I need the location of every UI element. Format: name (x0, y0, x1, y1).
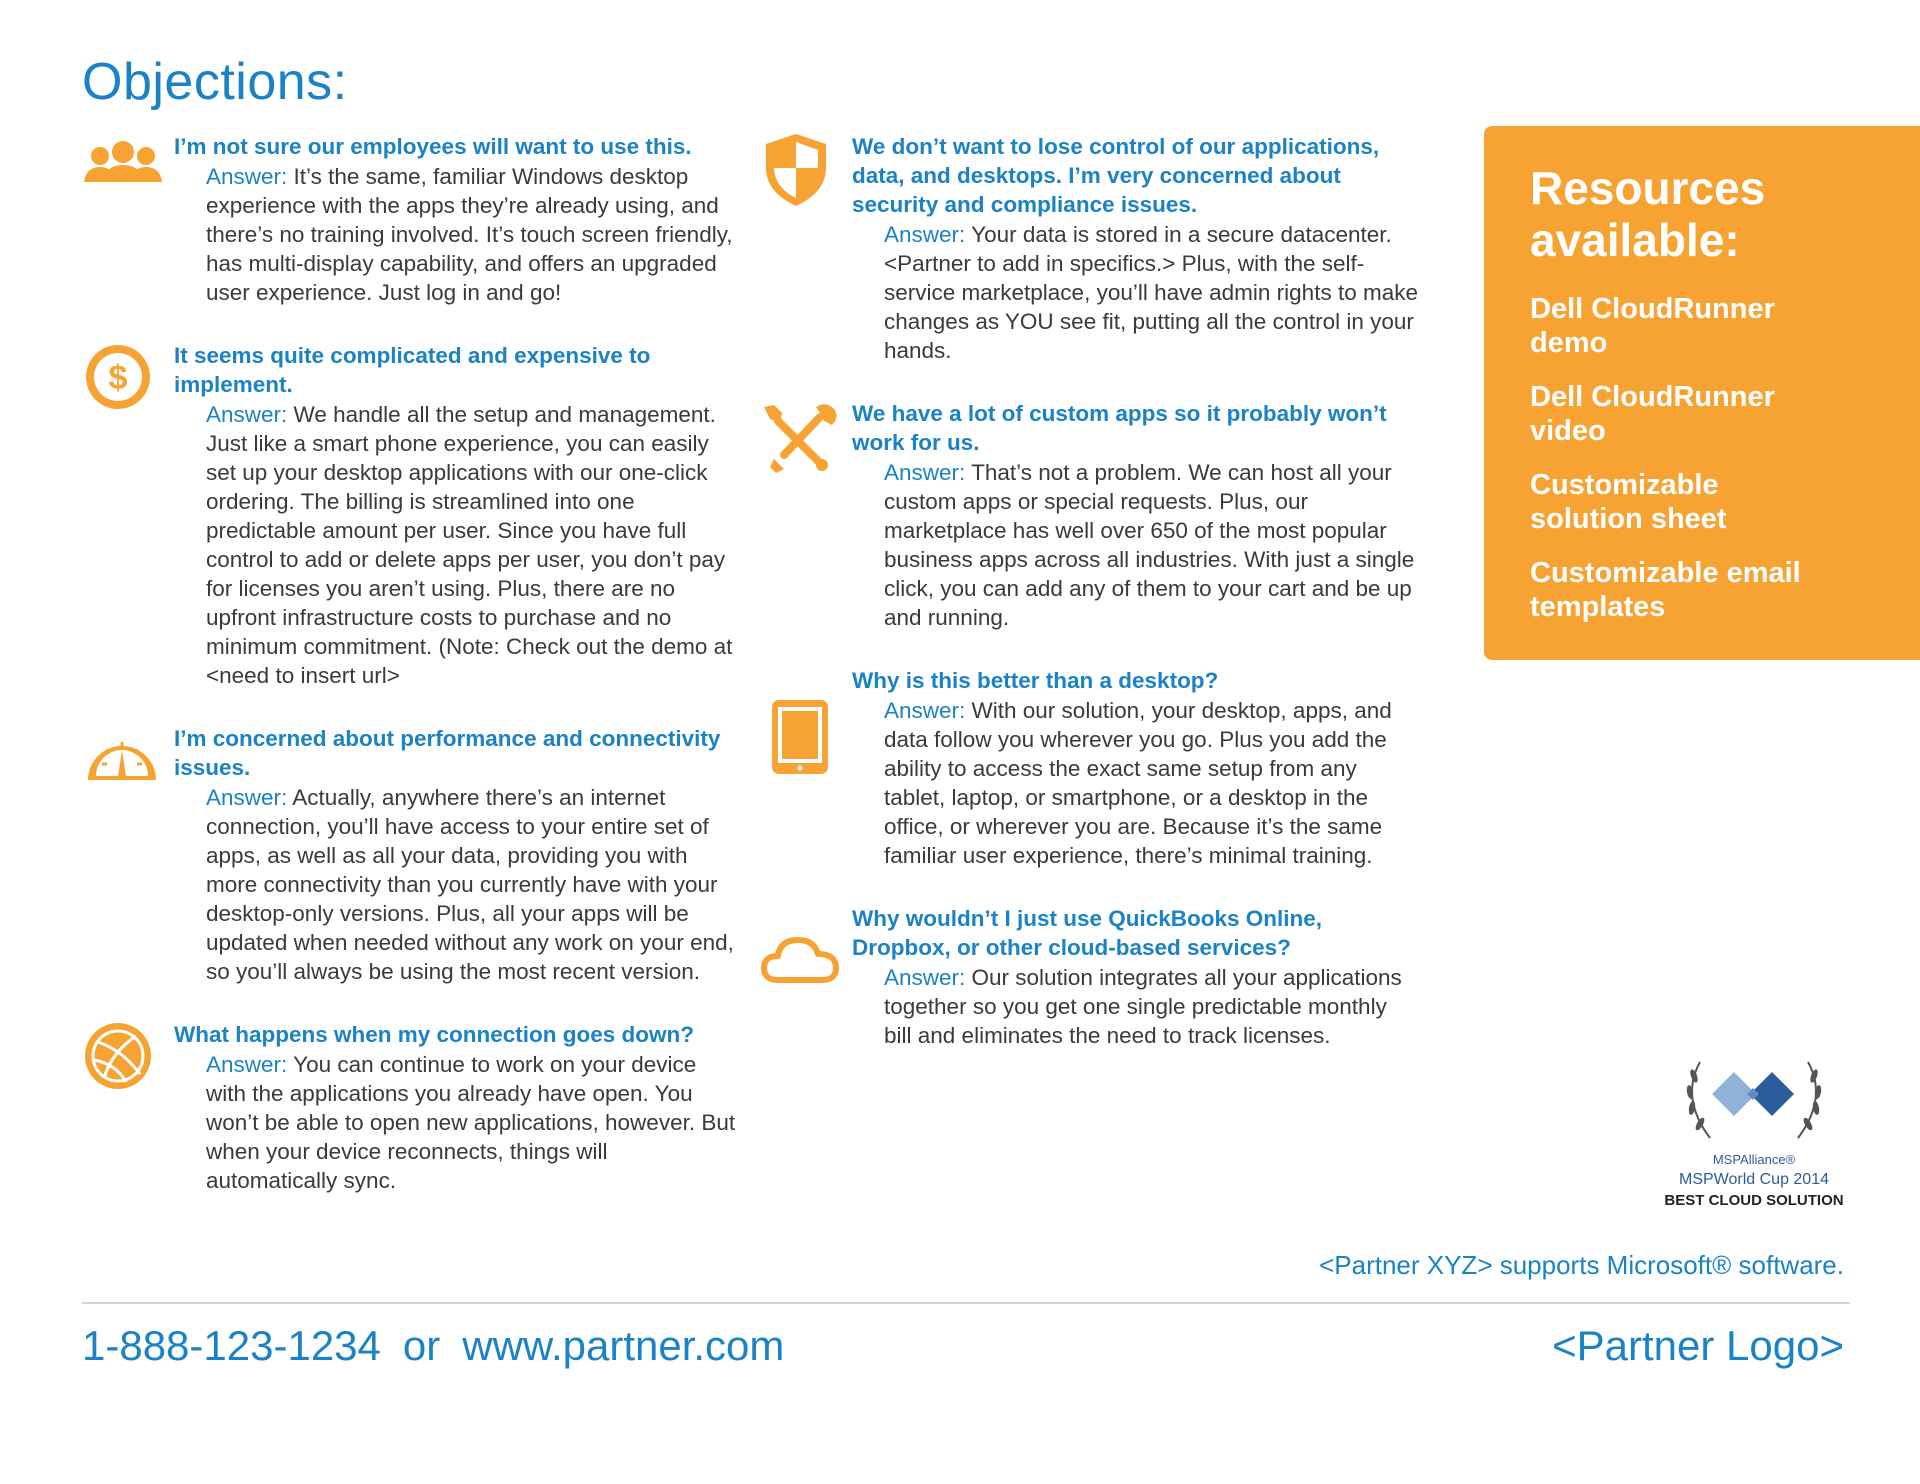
globe-icon (82, 1020, 164, 1102)
footer-divider (82, 1302, 1850, 1304)
objection-item (760, 399, 1420, 632)
objection-answer (852, 963, 1420, 1050)
objection-item (760, 666, 1420, 870)
answer-label: Answer: (884, 965, 972, 990)
svg-text:$: $ (108, 359, 128, 397)
cloud-icon (760, 922, 842, 1004)
objection-item (82, 341, 742, 690)
dollar-icon (82, 341, 164, 423)
people-icon (82, 132, 164, 214)
or-separator: or (402, 1322, 441, 1369)
objection-answer (852, 696, 1420, 870)
resources-panel (1484, 126, 1920, 660)
objection-question: It seems quite complicated and expensive to implement. (174, 343, 651, 397)
objection-item (82, 1020, 742, 1195)
partner-logo-placeholder: <Partner Logo> (1552, 1322, 1844, 1369)
objection-answer (852, 220, 1420, 365)
objection-question: We don’t want to lose control of our applications, data, and desktops. I’m very concerned about security and compliance issues. (852, 134, 1380, 217)
shield-icon (760, 132, 842, 214)
speedometer-icon (82, 724, 164, 806)
resources-heading: Resources available: (1530, 162, 1766, 266)
answer-text: With our solution, your desktop, apps, and data follow you wherever you go. Plus you add the ability to access the exact same setup from any tablet, laptop, or smartphone, or a desktop in the office, or wherever you are. Because it’s the same familiar user experience, there’s minimal training. (884, 698, 1392, 868)
objection-answer (174, 400, 742, 690)
website-link[interactable]: www.partner.com (462, 1322, 785, 1369)
objection-question: What happens when my connection goes down? (174, 1022, 695, 1047)
footer-contact (82, 1322, 784, 1370)
objection-item (760, 904, 1420, 1050)
microsoft-support-note: <Partner XYZ> supports Microsoft® software. (1319, 1250, 1844, 1280)
answer-label: Answer: (206, 1052, 294, 1077)
resource-link-email-templates[interactable]: Customizable email templates (1530, 557, 1801, 623)
phone-number: 1-888-123-1234 (82, 1322, 381, 1369)
objection-answer (852, 458, 1420, 632)
answer-label: Answer: (206, 164, 294, 189)
answer-text: That’s not a problem. We can host all your custom apps or special requests. Plus, our marketplace has well over 650 of the most popular business apps across all industries. With just a single click, you can add any of them to your cart and be up and running. (884, 460, 1415, 630)
answer-text: We handle all the setup and management. Just like a smart phone experience, you can easily set up your desktop applications with our one-click ordering. The billing is streamlined into one predictable amount per user. Since you have full control to add or delete apps per user, you don’t pay for licenses you aren’t using. Plus, there are no upfront infrastructure costs to purchase and no minimum commitment. (Note: Check out the demo at <need to insert url> (206, 402, 733, 688)
answer-label: Answer: (884, 460, 972, 485)
objection-answer (174, 1050, 742, 1195)
award-line-3: BEST CLOUD SOLUTION (1664, 1192, 1844, 1209)
objection-item (82, 132, 742, 307)
objections-left-column (82, 132, 742, 1195)
answer-label: Answer: (884, 698, 972, 723)
answer-text: Our solution integrates all your applications together so you get one single predictable monthly bill and eliminates the need to track licenses. (884, 965, 1402, 1048)
answer-text: Actually, anywhere there’s an internet connection, you’ll have access to your entire set of apps, as well as all your data, providing you with more connectivity than you currently have with your desktop-only versions. Plus, all your apps will be updated when needed without any work on your end, so you’ll always be using the most recent version. (206, 785, 734, 984)
tablet-icon (760, 696, 842, 778)
answer-text: It’s the same, familiar Windows desktop experience with the apps they’re already using, and there’s no training involved. It’s touch screen friendly, has multi-display capability, and offers an upgraded user experience. Just log in and go! (206, 164, 733, 305)
objection-question: I’m not sure our employees will want to use this. (174, 134, 692, 159)
award-laurel-icon (1650, 1048, 1858, 1152)
resource-link-video[interactable]: Dell CloudRunner video (1530, 381, 1775, 447)
tools-icon (760, 399, 842, 481)
award-line-1: MSPAlliance® (1712, 1152, 1796, 1167)
objection-answer (174, 783, 742, 986)
answer-text: Your data is stored in a secure datacenter. <Partner to add in specifics.> Plus, with the self-service marketplace, you’ll have admin rights to make changes as YOU see fit, putting all the control in your hands. (884, 222, 1418, 363)
objection-question: We have a lot of custom apps so it probably won’t work for us. (852, 401, 1387, 455)
answer-label: Answer: (206, 402, 294, 427)
award-line-2: MSPWorld Cup 2014 (1679, 1171, 1829, 1188)
answer-text: You can continue to work on your device with the applications you already have open. You won’t be able to open new applications, however. But when your device reconnects, things will automatically sync. (206, 1052, 736, 1193)
resource-link-solution-sheet[interactable]: Customizable solution sheet (1530, 469, 1727, 535)
objection-item (82, 724, 742, 986)
answer-label: Answer: (206, 785, 293, 810)
objection-question: I’m concerned about performance and connectivity issues. (174, 726, 721, 780)
resource-link-demo[interactable]: Dell CloudRunner demo (1530, 293, 1775, 359)
award-badge (1650, 1048, 1858, 1218)
page-title: Objections: (82, 53, 348, 111)
objection-item (760, 132, 1420, 365)
objection-question: Why wouldn’t I just use QuickBooks Online, Dropbox, or other cloud-based services? (852, 906, 1323, 960)
objection-answer (174, 162, 742, 307)
objections-middle-column (760, 132, 1420, 1050)
answer-label: Answer: (884, 222, 972, 247)
objection-question: Why is this better than a desktop? (852, 668, 1219, 693)
